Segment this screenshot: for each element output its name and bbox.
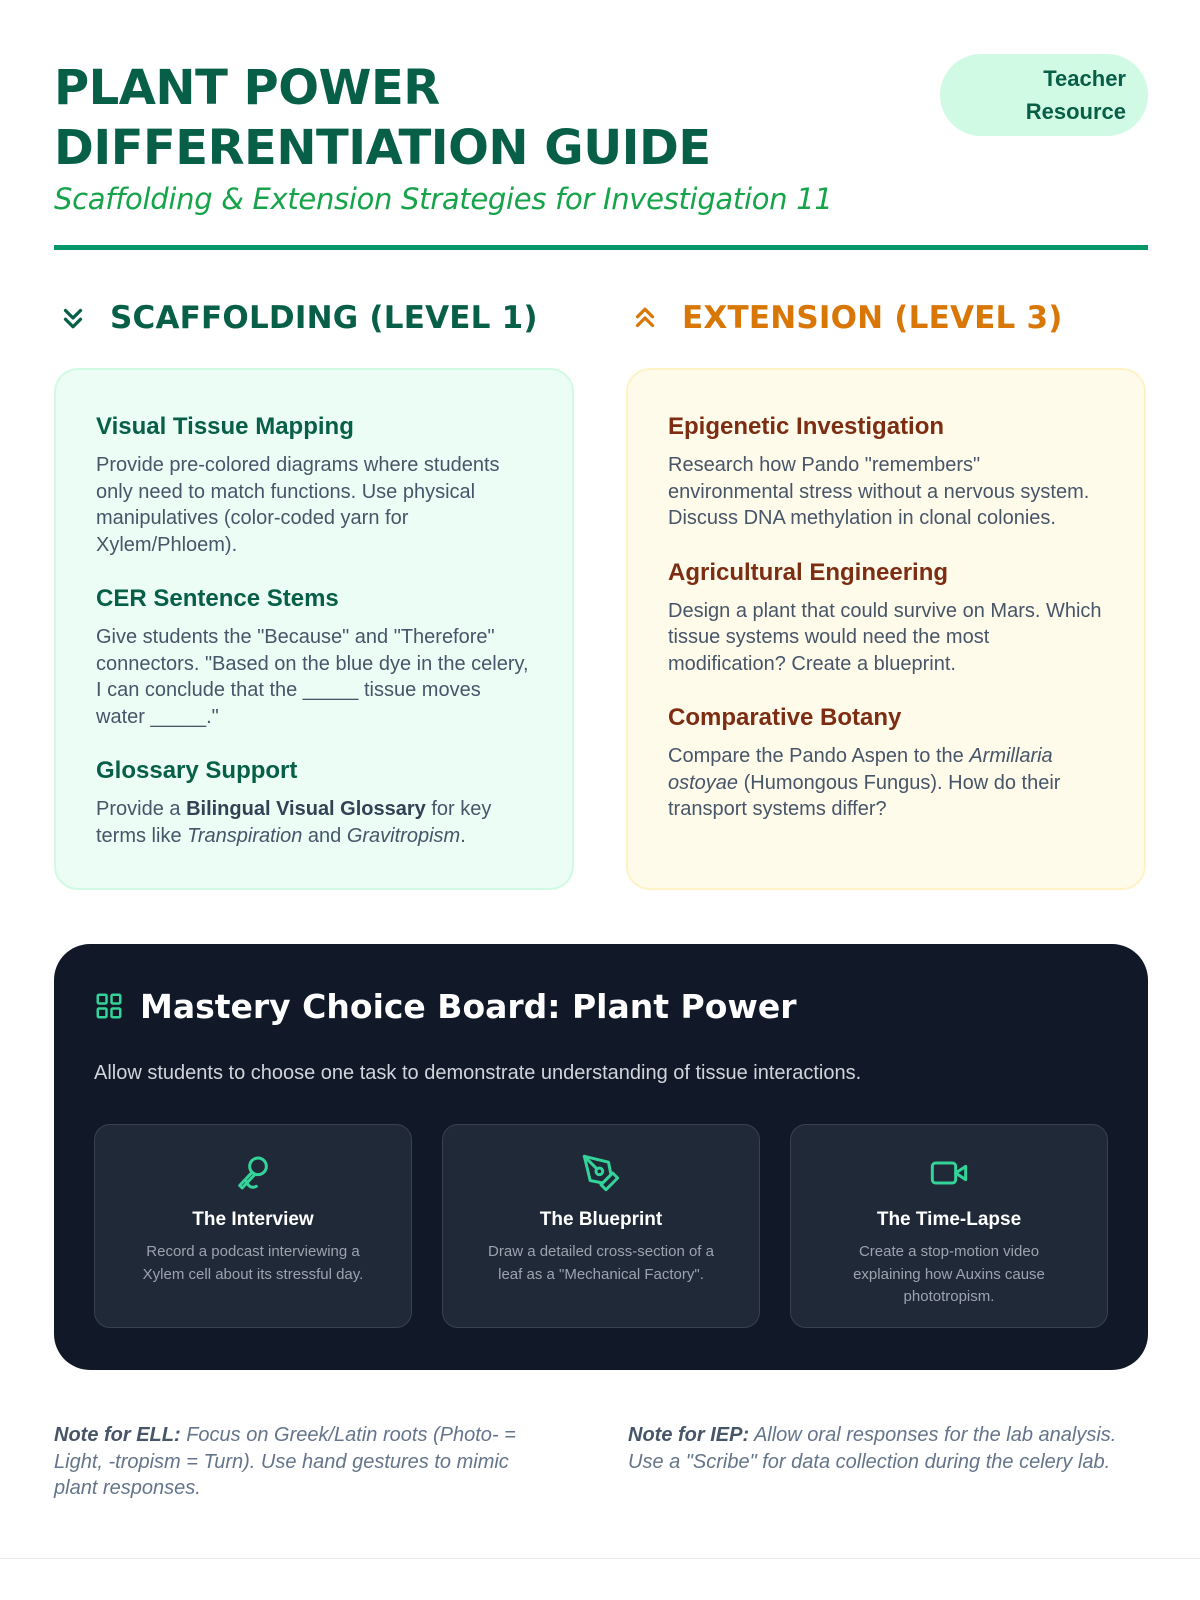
- text-fragment: (Humongous Fungus). How do their transport systems differ?: [668, 771, 1061, 820]
- microphone-icon: [233, 1153, 273, 1193]
- strategy-text: Research how Pando "remembers" environmental stress without a nervous system. Discuss DNA methylation in clonal colonies.: [668, 454, 1090, 529]
- video-camera-icon: [929, 1153, 969, 1193]
- page-subtitle: Scaffolding & Extension Strategies for Investigation 11: [54, 182, 833, 216]
- italic-term: Armillaria ostoyae: [668, 745, 1053, 794]
- chevrons-down-icon: [58, 303, 88, 333]
- strategy-text: Give students the "Because" and "Therefore" connectors. "Based on the blue dye in the celery, I can conclude that the _____ tissue moves water _____.": [96, 626, 529, 728]
- bold-term: Bilingual Visual Glossary: [186, 798, 426, 820]
- title-line-2: DIFFERENTIATION GUIDE: [54, 120, 711, 176]
- task-text: Record a podcast interviewing a Xylem cell about its stressful day.: [142, 1243, 364, 1283]
- strategy-title: CER Sentence Stems: [96, 585, 339, 612]
- note-text: Focus on Greek/Latin roots (Photo- = Light, -tropism = Turn). Use hand gestures to mimic plant responses.: [54, 1424, 516, 1499]
- text-fragment: Compare the Pando Aspen to the: [668, 745, 970, 767]
- scaffolding-heading-text: SCAFFOLDING (LEVEL 1): [110, 300, 538, 336]
- extension-heading: [626, 296, 1063, 340]
- strategy-text: Design a plant that could survive on Mars. Which tissue systems would need the most modification? Create a blueprint.: [668, 599, 1102, 675]
- task-text: Create a stop-motion video explaining how Auxins cause phototropism.: [853, 1243, 1045, 1305]
- scaffolding-heading: [54, 296, 538, 340]
- board-title: [94, 984, 1108, 1028]
- header-divider: [54, 245, 1148, 250]
- note-text: Allow oral responses for the lab analysis. Use a "Scribe" for data collection during the celery lab.: [628, 1424, 1117, 1473]
- note-label: Note for IEP:: [628, 1424, 750, 1446]
- badge-line-1: Teacher: [1043, 66, 1126, 91]
- pen-tool-icon: [581, 1153, 621, 1193]
- grid-icon: [94, 991, 124, 1021]
- iep-note: [628, 1422, 1148, 1475]
- teacher-resource-badge: [940, 54, 1148, 136]
- scaffolding-card: [54, 368, 574, 890]
- title-line-1: PLANT POWER: [54, 60, 440, 116]
- task-card-interview[interactable]: [94, 1124, 412, 1328]
- task-title: The Blueprint: [539, 1209, 663, 1230]
- italic-term: Gravitropism: [346, 824, 461, 847]
- chevrons-up-icon: [630, 303, 660, 333]
- strategy-item: [96, 412, 532, 558]
- extension-heading-text: EXTENSION (LEVEL 3): [682, 300, 1063, 336]
- strategy-title: Epigenetic Investigation: [668, 413, 945, 440]
- page-title: [54, 58, 894, 178]
- strategy-text: Provide pre-colored diagrams where students only need to match functions. Use physical manipulatives (color-coded yarn for Xylem/Phloem).: [96, 454, 500, 556]
- task-text: Draw a detailed cross-section of a leaf as a "Mechanical Factory".: [488, 1243, 714, 1283]
- strategy-title: Agricultural Engineering: [668, 558, 949, 586]
- strategy-title: Comparative Botany: [668, 704, 902, 731]
- footer-divider: [0, 1558, 1200, 1559]
- strategy-text: [96, 796, 532, 849]
- task-title: The Time-Lapse: [876, 1209, 1022, 1230]
- strategy-item: [96, 584, 532, 730]
- strategy-item: [668, 412, 1104, 532]
- mastery-choice-board: [54, 944, 1148, 1370]
- board-title-text: Mastery Choice Board: Plant Power: [140, 986, 797, 1026]
- badge-line-2: Resource: [1025, 99, 1126, 124]
- italic-term: Transpiration: [187, 824, 303, 847]
- task-card-blueprint[interactable]: [442, 1124, 760, 1328]
- text-fragment: and: [302, 824, 347, 847]
- strategy-item: [668, 703, 1104, 823]
- text-fragment: .: [460, 824, 466, 847]
- task-tiles: [94, 1124, 1108, 1328]
- strategy-title: Visual Tissue Mapping: [96, 413, 354, 440]
- text-fragment: Provide a: [96, 798, 187, 820]
- page-header: [54, 58, 1148, 258]
- strategy-title: Glossary Support: [96, 757, 298, 784]
- ell-note: [54, 1422, 554, 1502]
- strategy-item: [96, 756, 532, 849]
- note-label: Note for ELL:: [54, 1424, 181, 1446]
- text-fragment: for key terms like: [96, 798, 492, 847]
- strategy-item: [668, 558, 1104, 678]
- extension-card: [626, 368, 1146, 890]
- task-title: The Interview: [192, 1209, 314, 1230]
- board-description: Allow students to choose one task to demonstrate understanding of tissue interactions.: [94, 1062, 862, 1084]
- strategy-text: [668, 743, 1104, 823]
- task-card-time-lapse[interactable]: [790, 1124, 1108, 1328]
